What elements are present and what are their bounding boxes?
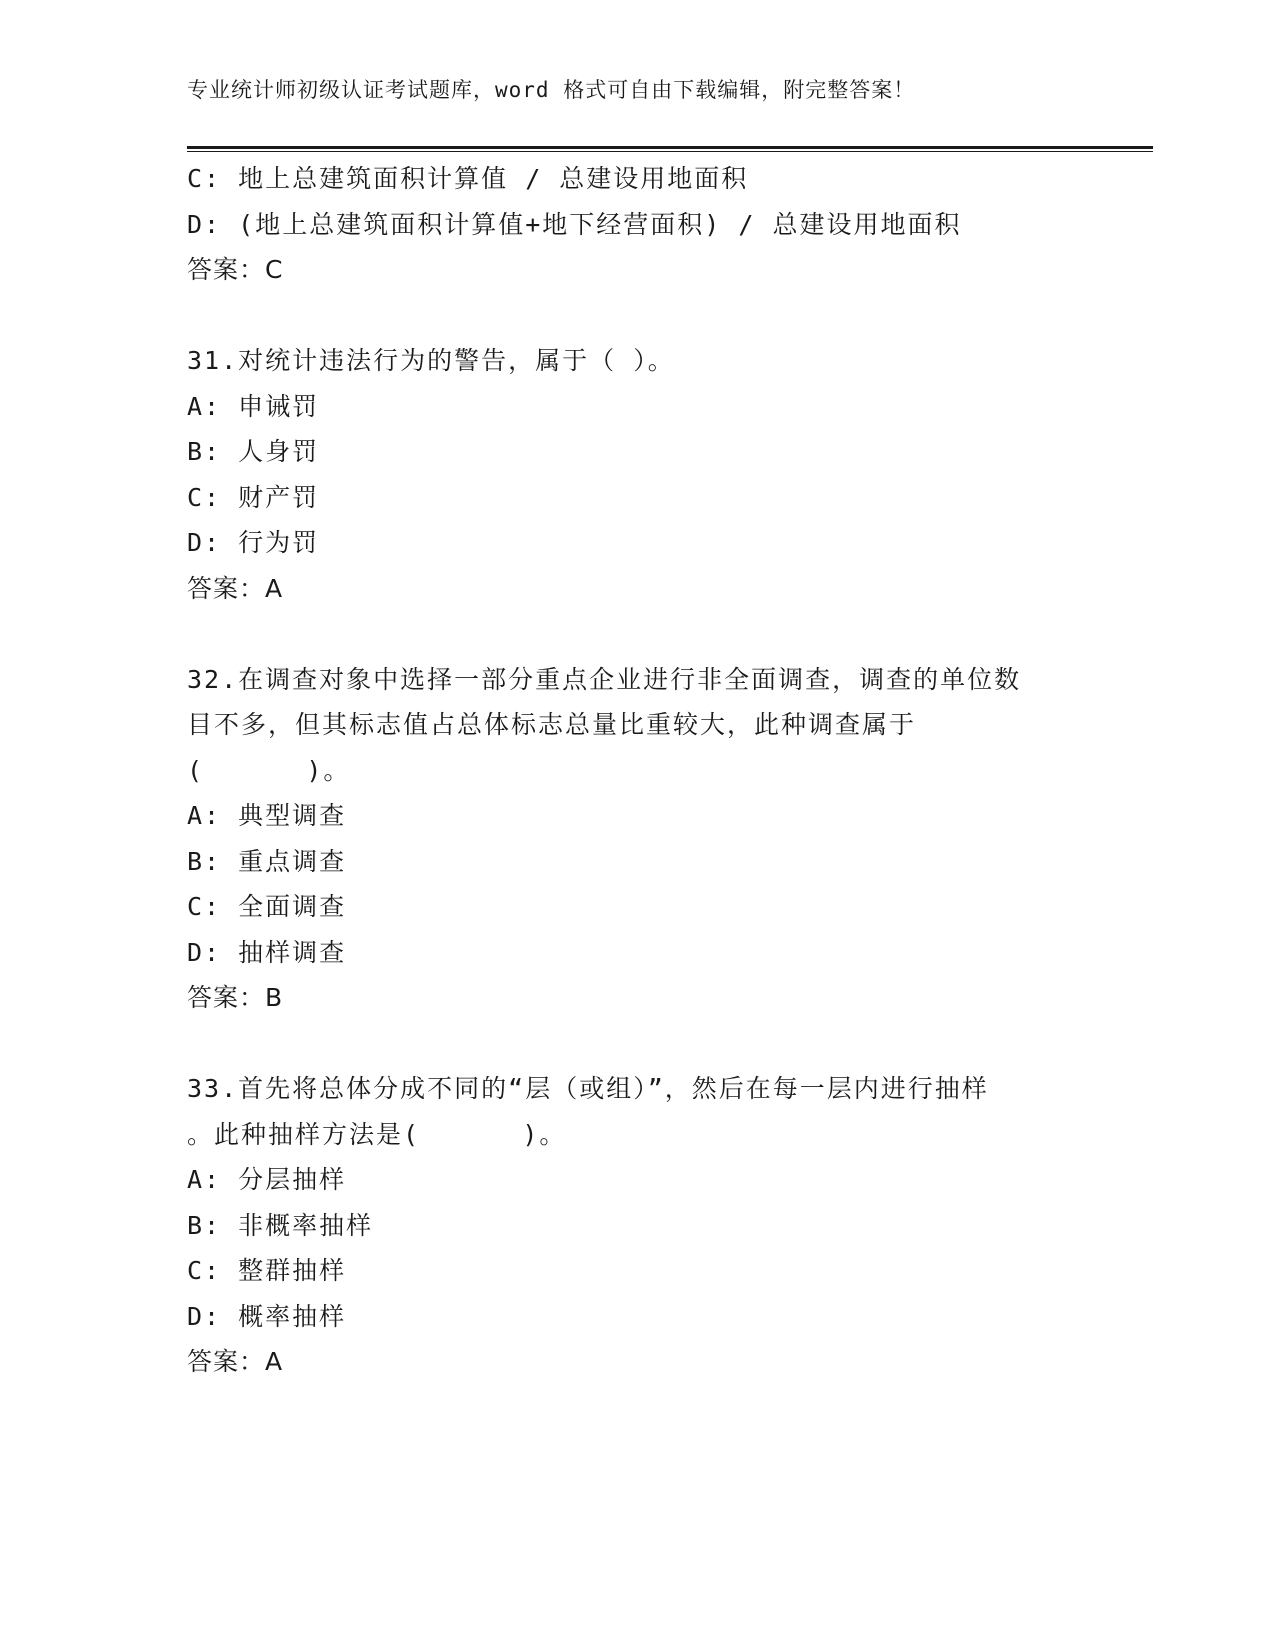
spacer	[187, 293, 1087, 339]
header-rule-thin	[187, 151, 1153, 152]
answer: 答案：C	[187, 255, 284, 284]
option-b: B: 人身罚	[187, 437, 320, 466]
answer: 答案：B	[187, 983, 284, 1012]
answer: 答案：A	[187, 1347, 284, 1376]
option-b: B: 非概率抽样	[187, 1210, 374, 1240]
question-31	[187, 338, 1087, 611]
question-text: 目不多，但其标志值占总体标志总量比重较大，此种调查属于	[187, 710, 917, 739]
spacer	[187, 1021, 1087, 1067]
question-32	[187, 657, 1087, 1021]
option-d: D: 抽样调查	[187, 937, 347, 967]
option-c: C: 全面调查	[187, 892, 347, 921]
option-d: D: 行为罚	[187, 528, 320, 557]
page-header: 专业统计师初级认证考试题库，word 格式可自由下载编辑，附完整答案！	[187, 78, 916, 102]
option-d: D: (地上总建筑面积计算值+地下经营面积) / 总建设用地面积	[187, 209, 962, 239]
option-b: B: 重点调查	[187, 846, 347, 876]
option-c: C: 地上总建筑面积计算值 / 总建设用地面积	[187, 164, 749, 193]
option-a: A: 申诫罚	[187, 391, 320, 421]
question-content	[187, 156, 1087, 1385]
option-c: C: 财产罚	[187, 482, 320, 512]
option-a: A: 分层抽样	[187, 1165, 347, 1194]
option-d: D: 概率抽样	[187, 1301, 347, 1331]
question-text: 31.对统计违法行为的警告，属于（ ）。	[187, 346, 675, 375]
question-text: ( )。	[187, 755, 351, 785]
header-rule-thick	[187, 146, 1153, 149]
question-text: 33.首先将总体分成不同的“层（或组）”，然后在每一层内进行抽样	[187, 1074, 989, 1103]
option-c: C: 整群抽样	[187, 1256, 347, 1285]
question-text: 32.在调查对象中选择一部分重点企业进行非全面调查，调查的单位数	[187, 664, 1022, 694]
answer: 答案：A	[187, 573, 284, 603]
question-33	[187, 1066, 1087, 1385]
question-text: 。此种抽样方法是( )。	[187, 1119, 567, 1149]
option-a: A: 典型调查	[187, 801, 347, 830]
spacer	[187, 611, 1087, 657]
